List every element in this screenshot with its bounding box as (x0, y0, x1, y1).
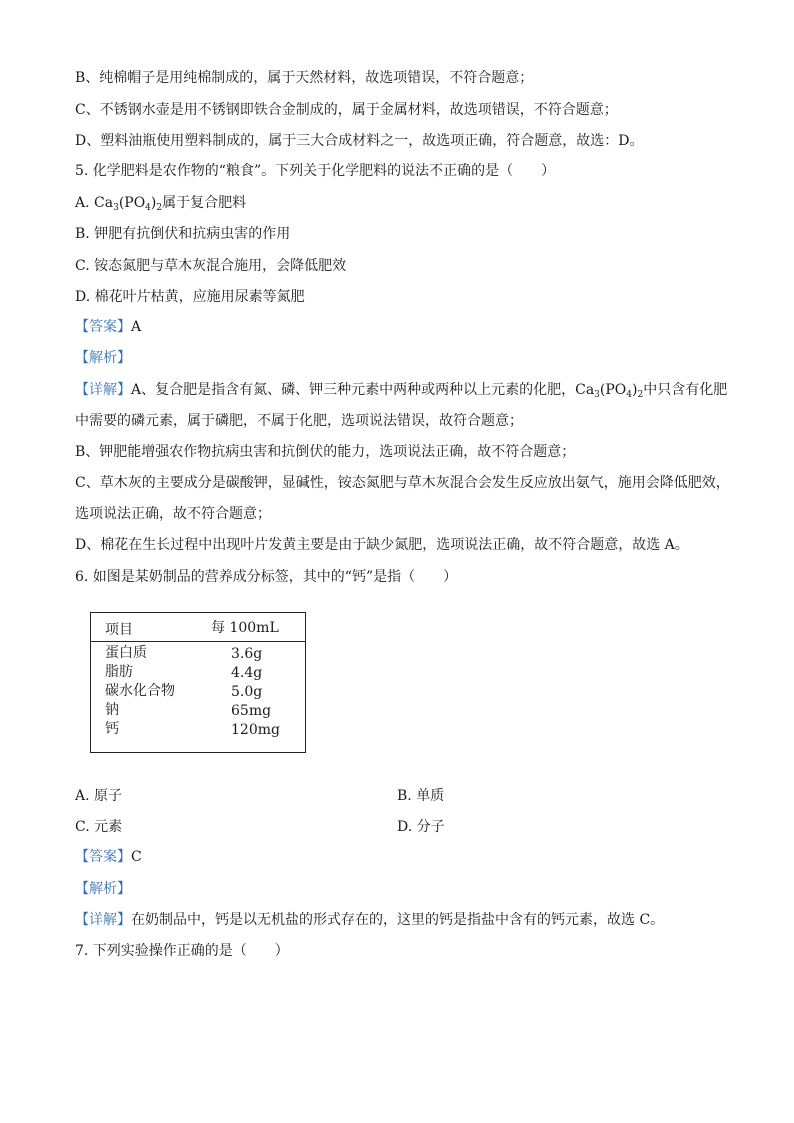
q6-option-d: D. 分子 (397, 819, 445, 835)
explanation-line-d: D、塑料油瓶使用塑料制成的，属于三大合成材料之一，故选项正确，符合题意，故选：D。 (75, 133, 644, 149)
nutrition-row-value: 3.6g (231, 646, 263, 662)
q5-option-a-mid: (PO (118, 195, 146, 211)
q5-option-a-sub3: 2 (156, 203, 163, 213)
q5-detail-line-4: C、草木灰的主要成分是碳酸钾，显碱性，铵态氮肥与草木灰混合会发生反应放出氨气，施用会降低肥效， (75, 475, 730, 491)
nutrition-row-value: 4.4g (231, 665, 263, 681)
nutrition-row-name: 碳水化合物 (105, 683, 175, 699)
q6-detail-text: 在奶制品中，钙是以无机盐的形式存在的，这里的钙是指盐中含有的钙元素，故选 C。 (131, 912, 665, 928)
q5-answer (75, 317, 141, 337)
explanation-line-c: C、不锈钢水壶是用不锈钢即铁合金制成的，属于金属材料，故选项错误，不符合题意； (75, 102, 618, 118)
q5-detail-line-6: D、棉花在生长过程中出现叶片发黄主要是由于缺少氮肥，选项说法正确，故不符合题意，故选 A。 (75, 537, 689, 553)
q5-detail-close: ) (632, 382, 638, 398)
q5-detail-line-2: 中需要的磷元素，属于磷肥，不属于化肥，选项说法错误，故符合题意； (75, 413, 523, 429)
nutrition-header-item: 项目 (105, 622, 133, 638)
nutrition-label-table (90, 612, 306, 753)
q5-detail-line-1-a: A、复合肥是指含有氮、磷、钾三种元素中两种或两种以上元素的化肥，Ca (131, 382, 595, 398)
q5-option-a-close: ) (150, 195, 157, 211)
q5-option-a-prefix: A. Ca (75, 195, 114, 211)
q5-option-a-sub2: 4 (145, 203, 151, 213)
q6-analysis-label: 【解析】 (75, 881, 131, 897)
q5-detail-sub1: 3 (594, 390, 600, 400)
q6-detail (75, 910, 664, 930)
nutrition-row-name: 蛋白质 (105, 645, 147, 661)
q5-detail-line-1-b: 中只含有化肥 (643, 382, 728, 398)
q5-analysis (75, 348, 131, 368)
q6-answer-label: 【答案】 (75, 849, 131, 865)
q5-answer-value: A (131, 319, 142, 335)
question-7: 7. 下列实验操作正确的是（ ） (75, 943, 289, 959)
nutrition-row-name: 钙 (105, 721, 119, 737)
q5-analysis-label: 【解析】 (75, 350, 131, 366)
q6-answer (75, 847, 142, 867)
nutrition-row-value: 5.0g (231, 684, 263, 700)
q6-option-c: C. 元素 (75, 819, 123, 835)
q5-option-c: C. 铵态氮肥与草木灰混合施用，会降低肥效 (75, 258, 347, 274)
q5-detail-mid: (PO (599, 382, 627, 398)
q5-option-a (75, 193, 246, 213)
explanation-line-b: B、纯棉帽子是用纯棉制成的，属于天然材料，故选项错误，不符合题意； (75, 70, 534, 86)
q5-detail-line-1 (75, 380, 727, 400)
question-5: 5. 化学肥料是农作物的“粮食”。下列关于化学肥料的说法不正确的是（ ） (75, 163, 556, 179)
q5-detail-line-5: 选项说法正确，故不符合题意； (75, 506, 271, 522)
q6-analysis (75, 879, 131, 899)
nutrition-row-name: 脂肪 (105, 664, 133, 680)
nutrition-table-header (91, 613, 305, 642)
q6-answer-value: C (131, 849, 142, 865)
q5-detail-line-3: B、钾肥能增强农作物抗病虫害和抗倒伏的能力，选项说法正确，故不符合题意； (75, 444, 576, 460)
q5-detail-sub2: 4 (626, 390, 632, 400)
q6-option-a: A. 原子 (75, 788, 123, 804)
q5-detail-sub3: 2 (637, 390, 644, 400)
q6-detail-label: 【详解】 (75, 912, 131, 928)
nutrition-row-value: 120mg (231, 722, 280, 738)
nutrition-row-value: 65mg (231, 703, 272, 719)
nutrition-row-name: 钠 (105, 702, 119, 718)
q5-answer-label: 【答案】 (75, 319, 131, 335)
q5-option-d: D. 棉花叶片枯黄，应施用尿素等氮肥 (75, 289, 305, 305)
q5-option-a-sub1: 3 (113, 203, 119, 213)
q6-option-b: B. 单质 (397, 788, 445, 804)
nutrition-header-value: 每 100mL (211, 620, 279, 636)
question-6: 6. 如图是某奶制品的营养成分标签，其中的“钙”是指（ ） (75, 569, 458, 585)
q5-option-b: B. 钾肥有抗倒伏和抗病虫害的作用 (75, 226, 291, 242)
q5-option-a-suffix: 属于复合肥料 (162, 195, 247, 211)
q5-detail-label: 【详解】 (75, 382, 131, 398)
